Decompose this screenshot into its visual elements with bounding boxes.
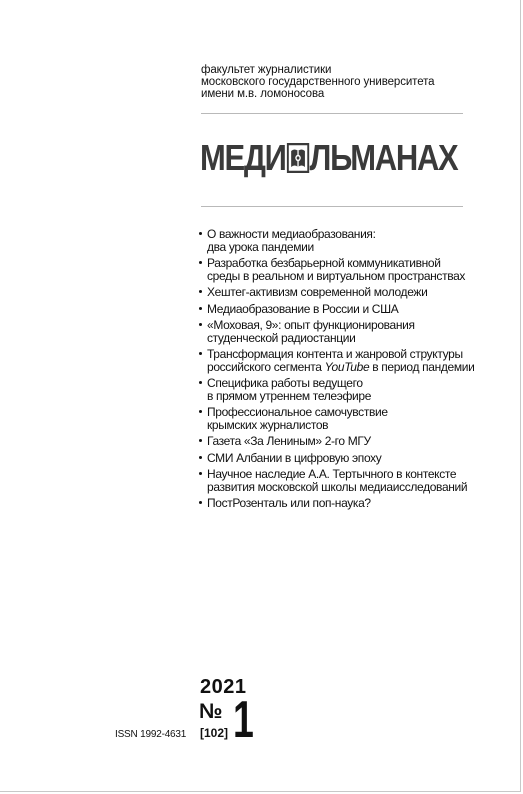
bullet-icon [199, 232, 202, 235]
issn-label: ISSN 1992-4631 [115, 729, 187, 740]
bullet-icon [199, 472, 202, 475]
toc-item: Хештег-активизм современной молодежи [199, 286, 499, 299]
toc-item: Профессиональное самочувствие крымских журналистов [199, 406, 499, 431]
toc-item: Специфика работы ведущего в прямом утреннем телеэфире [199, 377, 499, 402]
bullet-icon [199, 456, 202, 459]
publisher-block [201, 64, 501, 100]
bullet-icon [199, 323, 202, 326]
book-emblem-icon [286, 143, 308, 173]
numero-sign: № [199, 700, 223, 723]
bullet-icon [199, 501, 202, 504]
issue-year: 2021 [200, 676, 247, 698]
bullet-icon [199, 261, 202, 264]
youtube-italic: YouTube [324, 359, 370, 374]
issue-number: 1 [233, 691, 254, 749]
journal-title [200, 137, 457, 179]
table-of-contents [199, 228, 499, 514]
toc-item: Газета «За Лениным» 2-го МГУ [199, 435, 499, 448]
publisher-line: имени м.в. ломоносова [201, 88, 325, 100]
toc-item: Научное наследие А.А. Тертычного в контексте развития московской школы медиаисследований [199, 468, 499, 493]
bullet-icon [199, 381, 202, 384]
bottom-divider [201, 206, 463, 207]
journal-title-left: МЕДИ [200, 137, 286, 178]
bullet-icon [199, 307, 202, 310]
toc-item: СМИ Албании в цифровую эпоху [199, 452, 499, 465]
total-issue-number: [102] [200, 726, 229, 740]
bullet-icon [199, 290, 202, 293]
bullet-icon [199, 410, 202, 413]
toc-item: ПостРозенталь или поп-наука? [199, 497, 499, 510]
toc-item: Медиаобразование в России и США [199, 303, 499, 316]
toc-item: О важности медиаобразования: два урока пандемии [199, 228, 499, 253]
top-divider [201, 113, 463, 114]
publisher-line: факультет журналистики [201, 64, 332, 76]
publisher-line: московского государственного университета [201, 76, 435, 88]
bullet-icon [199, 352, 202, 355]
toc-item: Трансформация контента и жанровой структуры российского сегмента YouTube в период пандемии [199, 348, 499, 373]
toc-line-mixed: российского сегмента YouTube в период пандемии [207, 359, 475, 374]
toc-item: Разработка безбарьерной коммуникативной среды в реальном и виртуальном пространствах [199, 257, 499, 282]
journal-title-right: ЛЬМАНАХ [309, 137, 458, 178]
bullet-icon [199, 439, 202, 442]
toc-item: «Моховая, 9»: опыт функционирования студенческой радиостанции [199, 319, 499, 344]
